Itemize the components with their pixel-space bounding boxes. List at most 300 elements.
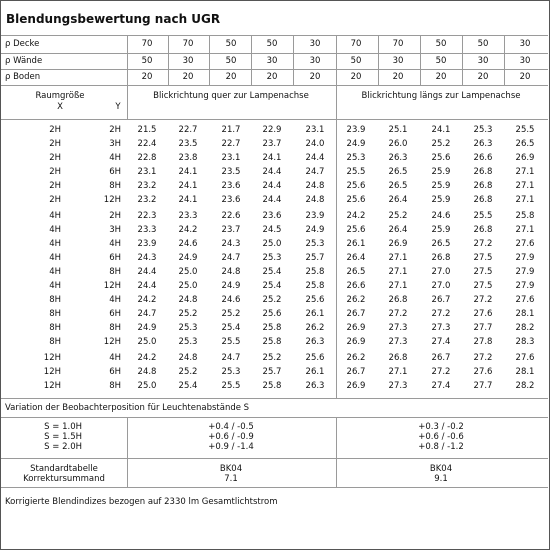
reflectance-value: 30 <box>392 56 404 66</box>
ugr-value: 25.3 <box>262 252 282 263</box>
ugr-value: 23.7 <box>262 138 282 149</box>
ugr-value: 26.2 <box>305 322 325 333</box>
ugr-value: 27.1 <box>515 224 535 235</box>
ugr-value: 22.6 <box>221 211 241 221</box>
column-divider <box>462 35 463 85</box>
ugr-value: 25.6 <box>305 295 325 305</box>
ugr-value: 23.8 <box>178 152 198 163</box>
reflectance-value: 30 <box>519 56 531 66</box>
column-divider <box>378 35 379 85</box>
room-size-y: 2H <box>109 125 121 135</box>
ugr-value: 27.2 <box>473 238 493 249</box>
room-size-y: 4H <box>109 295 121 305</box>
reflectance-value: 20 <box>309 72 321 82</box>
page-title: Blendungsbewertung nach UGR <box>6 12 221 26</box>
ugr-value: 26.3 <box>388 152 408 163</box>
variation-quer: +0.4 / -0.5 <box>208 422 254 432</box>
ugr-value: 25.5 <box>346 166 366 177</box>
ugr-value: 26.1 <box>305 366 325 377</box>
ugr-value: 24.1 <box>262 152 282 163</box>
ugr-value: 23.3 <box>178 211 198 221</box>
ugr-value: 25.0 <box>137 380 157 391</box>
ugr-value: 27.1 <box>515 166 535 177</box>
ugr-value: 27.2 <box>431 366 451 377</box>
room-size-x: 4H <box>49 211 61 221</box>
ugr-value: 27.5 <box>473 266 493 277</box>
ugr-value: 26.9 <box>346 322 366 333</box>
room-size-y: 3H <box>109 138 121 149</box>
ugr-value: 24.4 <box>262 166 282 177</box>
room-size-x: 2H <box>49 180 61 191</box>
ugr-value: 27.1 <box>515 194 535 205</box>
ugr-value: 26.4 <box>388 194 408 205</box>
ugr-value: 23.9 <box>305 211 325 221</box>
ugr-value: 22.7 <box>178 125 198 135</box>
reflectance-value: 30 <box>309 56 321 66</box>
ugr-value: 24.6 <box>431 211 451 221</box>
room-size-y: 8H <box>109 180 121 191</box>
ugr-value: 25.2 <box>262 295 282 305</box>
reflectance-value: 30 <box>309 39 321 49</box>
ugr-value: 25.9 <box>431 224 451 235</box>
ugr-value: 24.7 <box>221 353 241 363</box>
ugr-value: 24.6 <box>221 295 241 305</box>
ugr-value: 26.7 <box>431 295 451 305</box>
ugr-value: 23.9 <box>137 238 157 249</box>
footnote: Korrigierte Blendindizes bezogen auf 2330 lm Gesamtlichtstrom <box>5 497 278 507</box>
standard-table-laengs: BK04 <box>429 464 453 474</box>
room-size-x: 8H <box>49 336 61 347</box>
ugr-value: 26.5 <box>388 180 408 191</box>
variation-quer: +0.9 / -1.4 <box>208 442 254 452</box>
ugr-value: 25.9 <box>431 194 451 205</box>
room-size-x: 8H <box>49 295 61 305</box>
reflectance-label: ρ Decke <box>5 39 40 49</box>
ugr-value: 27.1 <box>388 280 408 291</box>
ugr-value: 25.6 <box>346 224 366 235</box>
reflectance-value: 50 <box>225 39 237 49</box>
ugr-value: 28.2 <box>515 380 535 391</box>
ugr-value: 26.8 <box>388 295 408 305</box>
room-size-y: 4H <box>109 353 121 363</box>
correction-label: Korrektursummand <box>23 474 105 484</box>
reflectance-value: 20 <box>141 72 153 82</box>
ugr-value: 26.8 <box>473 224 493 235</box>
reflectance-value: 70 <box>392 39 404 49</box>
ugr-value: 24.8 <box>137 366 157 377</box>
variation-laengs: +0.8 / -1.2 <box>418 442 464 452</box>
ugr-value: 22.7 <box>221 138 241 149</box>
ugr-value: 25.2 <box>262 353 282 363</box>
room-size-y: 6H <box>109 252 121 263</box>
room-size-x: 12H <box>43 353 61 363</box>
ugr-value: 23.6 <box>262 211 282 221</box>
ugr-value: 26.3 <box>305 336 325 347</box>
ugr-value: 24.2 <box>346 211 366 221</box>
ugr-value: 23.2 <box>137 180 157 191</box>
column-divider <box>336 35 337 398</box>
ugr-value: 24.1 <box>178 180 198 191</box>
room-size-y-header: Y <box>115 102 121 112</box>
ugr-value: 21.5 <box>137 125 157 135</box>
reflectance-label: ρ Boden <box>5 72 41 82</box>
variation-quer: +0.6 / -0.9 <box>208 432 254 442</box>
room-size-y: 4H <box>109 238 121 249</box>
ugr-value: 26.9 <box>346 380 366 391</box>
ugr-value: 27.2 <box>473 295 493 305</box>
room-size-y: 6H <box>109 308 121 319</box>
ugr-value: 25.6 <box>305 353 325 363</box>
ugr-value: 26.5 <box>346 266 366 277</box>
ugr-value: 24.8 <box>221 266 241 277</box>
room-size-header: Raumgröße <box>35 91 85 101</box>
ugr-value: 24.8 <box>305 180 325 191</box>
reflectance-value: 50 <box>477 39 489 49</box>
ugr-value: 23.1 <box>221 152 241 163</box>
ugr-value: 27.6 <box>473 308 493 319</box>
ugr-value: 25.3 <box>178 336 198 347</box>
direction-laengs-header: Blickrichtung längs zur Lampenachse <box>361 91 521 101</box>
ugr-value: 27.2 <box>431 308 451 319</box>
ugr-value: 22.8 <box>137 152 157 163</box>
ugr-value: 24.8 <box>178 295 198 305</box>
column-divider <box>504 35 505 85</box>
ugr-value: 26.5 <box>431 238 451 249</box>
ugr-value: 27.5 <box>473 280 493 291</box>
reflectance-value: 20 <box>266 72 278 82</box>
ugr-value: 26.2 <box>346 295 366 305</box>
ugr-value: 26.8 <box>431 252 451 263</box>
ugr-value: 23.3 <box>137 224 157 235</box>
ugr-value: 23.5 <box>221 166 241 177</box>
room-size-y: 4H <box>109 152 121 163</box>
room-size-y: 8H <box>109 380 121 391</box>
divider <box>1 417 548 418</box>
room-size-y: 8H <box>109 322 121 333</box>
ugr-value: 25.0 <box>262 238 282 249</box>
ugr-value: 23.6 <box>221 180 241 191</box>
ugr-value: 27.8 <box>473 336 493 347</box>
ugr-value: 23.2 <box>137 194 157 205</box>
ugr-value: 24.9 <box>137 322 157 333</box>
room-size-x: 4H <box>49 252 61 263</box>
ugr-value: 25.0 <box>178 266 198 277</box>
ugr-value: 24.3 <box>137 252 157 263</box>
ugr-value: 26.5 <box>515 138 535 149</box>
variation-title: Variation der Beobachterposition für Leuchtenabstände S <box>5 403 250 413</box>
divider <box>1 487 548 488</box>
ugr-value: 26.9 <box>515 152 535 163</box>
ugr-value: 26.8 <box>388 353 408 363</box>
reflectance-value: 20 <box>225 72 237 82</box>
ugr-value: 25.4 <box>178 380 198 391</box>
ugr-value: 25.8 <box>515 211 535 221</box>
ugr-value: 23.9 <box>346 125 366 135</box>
ugr-value: 24.4 <box>137 266 157 277</box>
room-size-x: 4H <box>49 266 61 277</box>
reflectance-label: ρ Wände <box>5 56 43 66</box>
reflectance-value: 20 <box>435 72 447 82</box>
ugr-value: 25.2 <box>221 308 241 319</box>
ugr-value: 24.4 <box>262 180 282 191</box>
ugr-value: 25.0 <box>137 336 157 347</box>
ugr-value: 25.3 <box>178 322 198 333</box>
ugr-value: 27.0 <box>431 280 451 291</box>
column-divider <box>209 35 210 85</box>
ugr-value: 27.3 <box>431 322 451 333</box>
ugr-value: 25.7 <box>262 366 282 377</box>
ugr-value: 25.5 <box>515 125 535 135</box>
ugr-value: 24.2 <box>137 295 157 305</box>
column-divider <box>420 35 421 85</box>
ugr-value: 26.0 <box>388 138 408 149</box>
ugr-value: 25.1 <box>388 125 408 135</box>
ugr-value: 26.2 <box>346 353 366 363</box>
ugr-value: 25.3 <box>346 152 366 163</box>
ugr-value: 26.9 <box>388 238 408 249</box>
divider <box>1 69 548 70</box>
reflectance-value: 50 <box>350 56 362 66</box>
room-size-x-header: X <box>57 102 63 112</box>
ugr-value: 23.1 <box>305 125 325 135</box>
ugr-value: 26.1 <box>305 308 325 319</box>
ugr-value: 28.2 <box>515 322 535 333</box>
ugr-value: 24.4 <box>137 280 157 291</box>
ugr-value: 25.2 <box>178 366 198 377</box>
ugr-value: 25.2 <box>388 211 408 221</box>
reflectance-value: 50 <box>266 39 278 49</box>
room-size-y: 12H <box>103 194 121 205</box>
ugr-value: 24.2 <box>178 224 198 235</box>
ugr-value: 22.4 <box>137 138 157 149</box>
ugr-value: 24.1 <box>178 166 198 177</box>
ugr-value: 25.8 <box>305 280 325 291</box>
ugr-value: 24.8 <box>305 194 325 205</box>
ugr-value: 25.7 <box>305 252 325 263</box>
ugr-value: 27.7 <box>473 322 493 333</box>
ugr-value: 24.3 <box>221 238 241 249</box>
room-size-x: 4H <box>49 280 61 291</box>
reflectance-value: 30 <box>182 56 194 66</box>
ugr-value: 25.3 <box>305 238 325 249</box>
reflectance-value: 20 <box>477 72 489 82</box>
ugr-value: 27.4 <box>431 336 451 347</box>
ugr-value: 23.7 <box>221 224 241 235</box>
direction-quer-header: Blickrichtung quer zur Lampenachse <box>153 91 309 101</box>
ugr-value: 25.5 <box>221 380 241 391</box>
ugr-value: 21.7 <box>221 125 241 135</box>
room-size-x: 2H <box>49 194 61 205</box>
reflectance-value: 30 <box>519 39 531 49</box>
reflectance-value: 50 <box>435 39 447 49</box>
room-size-x: 4H <box>49 238 61 249</box>
ugr-value: 28.3 <box>515 336 535 347</box>
room-size-y: 3H <box>109 224 121 235</box>
room-size-y: 12H <box>103 336 121 347</box>
ugr-value: 24.7 <box>137 308 157 319</box>
divider <box>1 35 548 36</box>
ugr-value: 24.4 <box>305 152 325 163</box>
ugr-value: 28.1 <box>515 308 535 319</box>
ugr-value: 24.9 <box>178 252 198 263</box>
ugr-value: 23.5 <box>178 138 198 149</box>
room-size-x: 2H <box>49 125 61 135</box>
ugr-value: 26.8 <box>473 194 493 205</box>
ugr-value: 25.3 <box>473 125 493 135</box>
reflectance-value: 70 <box>182 39 194 49</box>
reflectance-value: 50 <box>435 56 447 66</box>
ugr-value: 24.8 <box>178 353 198 363</box>
variation-laengs: +0.3 / -0.2 <box>418 422 464 432</box>
room-size-y: 8H <box>109 266 121 277</box>
ugr-value: 26.7 <box>431 353 451 363</box>
ugr-value: 27.1 <box>515 180 535 191</box>
ugr-value: 27.6 <box>515 295 535 305</box>
reflectance-value: 20 <box>519 72 531 82</box>
ugr-value: 24.2 <box>137 353 157 363</box>
column-divider <box>251 35 252 85</box>
ugr-value: 27.9 <box>515 266 535 277</box>
ugr-value: 25.5 <box>473 211 493 221</box>
ugr-value: 23.6 <box>221 194 241 205</box>
ugr-value: 27.3 <box>388 380 408 391</box>
room-size-x: 2H <box>49 138 61 149</box>
divider <box>1 85 548 86</box>
ugr-value: 27.1 <box>388 252 408 263</box>
ugr-value: 27.6 <box>515 353 535 363</box>
ugr-value: 27.7 <box>473 380 493 391</box>
spacing-label: S = 1.5H <box>44 432 82 442</box>
ugr-value: 25.4 <box>262 280 282 291</box>
ugr-value: 25.9 <box>431 166 451 177</box>
room-size-x: 12H <box>43 366 61 377</box>
ugr-value: 26.3 <box>305 380 325 391</box>
reflectance-value: 30 <box>266 56 278 66</box>
reflectance-value: 20 <box>350 72 362 82</box>
column-divider <box>168 35 169 85</box>
room-size-y: 12H <box>103 280 121 291</box>
reflectance-value: 70 <box>350 39 362 49</box>
ugr-value: 26.6 <box>346 280 366 291</box>
ugr-value: 26.4 <box>388 224 408 235</box>
reflectance-value: 30 <box>477 56 489 66</box>
variation-laengs: +0.6 / -0.6 <box>418 432 464 442</box>
ugr-value: 27.1 <box>388 266 408 277</box>
ugr-value: 25.6 <box>262 308 282 319</box>
ugr-value: 26.4 <box>346 252 366 263</box>
divider <box>1 398 548 399</box>
ugr-value: 25.6 <box>346 180 366 191</box>
ugr-value: 24.1 <box>431 125 451 135</box>
reflectance-value: 70 <box>141 39 153 49</box>
ugr-value: 25.8 <box>305 266 325 277</box>
ugr-value: 24.6 <box>178 238 198 249</box>
ugr-value: 24.7 <box>221 252 241 263</box>
room-size-y: 2H <box>109 211 121 221</box>
standard-table-quer: BK04 <box>219 464 243 474</box>
ugr-value: 25.2 <box>178 308 198 319</box>
ugr-value: 27.3 <box>388 322 408 333</box>
reflectance-value: 20 <box>182 72 194 82</box>
spacing-label: S = 2.0H <box>44 442 82 452</box>
column-divider <box>336 417 337 487</box>
room-size-x: 12H <box>43 380 61 391</box>
ugr-value: 25.6 <box>431 152 451 163</box>
room-size-x: 2H <box>49 152 61 163</box>
ugr-value: 22.9 <box>262 125 282 135</box>
correction-quer: 7.1 <box>224 474 238 484</box>
ugr-value: 26.7 <box>346 366 366 377</box>
ugr-value: 25.6 <box>346 194 366 205</box>
ugr-value: 26.7 <box>346 308 366 319</box>
divider <box>1 53 548 54</box>
spacing-label: S = 1.0H <box>44 422 82 432</box>
ugr-value: 27.9 <box>515 280 535 291</box>
ugr-value: 24.1 <box>178 194 198 205</box>
ugr-value: 28.1 <box>515 366 535 377</box>
ugr-value: 27.2 <box>388 308 408 319</box>
reflectance-value: 20 <box>392 72 404 82</box>
ugr-value: 25.8 <box>262 336 282 347</box>
ugr-value: 27.1 <box>388 366 408 377</box>
ugr-value: 27.0 <box>431 266 451 277</box>
ugr-value: 27.3 <box>388 336 408 347</box>
ugr-value: 22.3 <box>137 211 157 221</box>
ugr-value: 27.6 <box>473 366 493 377</box>
reflectance-value: 50 <box>225 56 237 66</box>
ugr-value: 24.5 <box>262 224 282 235</box>
room-size-x: 4H <box>49 224 61 235</box>
ugr-value: 24.9 <box>221 280 241 291</box>
ugr-value: 26.1 <box>346 238 366 249</box>
room-size-x: 2H <box>49 166 61 177</box>
ugr-value: 27.6 <box>515 238 535 249</box>
ugr-value: 27.5 <box>473 252 493 263</box>
ugr-value: 25.5 <box>221 336 241 347</box>
ugr-value: 26.8 <box>473 180 493 191</box>
divider <box>1 458 548 459</box>
room-size-y: 6H <box>109 166 121 177</box>
ugr-value: 25.2 <box>431 138 451 149</box>
standard-table-label: Standardtabelle <box>30 464 98 474</box>
ugr-value: 26.5 <box>388 166 408 177</box>
ugr-value: 24.9 <box>346 138 366 149</box>
ugr-value: 26.6 <box>473 152 493 163</box>
ugr-value: 25.3 <box>221 366 241 377</box>
correction-laengs: 9.1 <box>434 474 448 484</box>
ugr-value: 25.8 <box>262 322 282 333</box>
ugr-value: 27.2 <box>473 353 493 363</box>
ugr-value: 24.4 <box>262 194 282 205</box>
reflectance-value: 50 <box>141 56 153 66</box>
ugr-value: 27.9 <box>515 252 535 263</box>
room-size-y: 6H <box>109 366 121 377</box>
divider <box>1 119 548 120</box>
ugr-value: 26.3 <box>473 138 493 149</box>
ugr-value: 25.4 <box>262 266 282 277</box>
ugr-value: 25.9 <box>431 180 451 191</box>
ugr-value: 24.7 <box>305 166 325 177</box>
ugr-value: 26.9 <box>346 336 366 347</box>
ugr-value: 25.8 <box>262 380 282 391</box>
ugr-value: 23.1 <box>137 166 157 177</box>
ugr-value: 24.9 <box>305 224 325 235</box>
column-divider <box>127 417 128 487</box>
room-size-x: 8H <box>49 322 61 333</box>
ugr-value: 24.0 <box>305 138 325 149</box>
room-size-x: 8H <box>49 308 61 319</box>
ugr-value: 26.8 <box>473 166 493 177</box>
